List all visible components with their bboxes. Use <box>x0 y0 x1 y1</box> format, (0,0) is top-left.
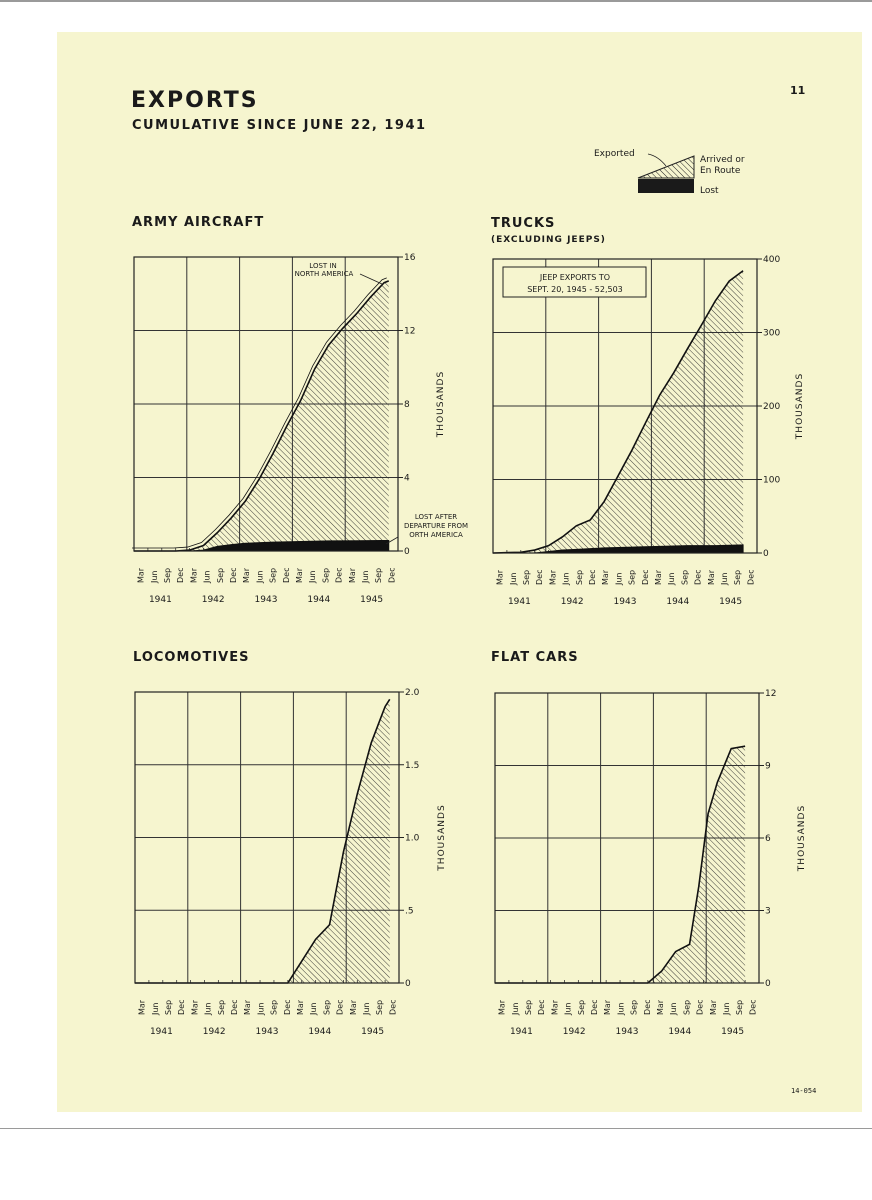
locomotives-month-label: Mar <box>137 999 147 1015</box>
trucks-ytick-label: 100 <box>763 475 781 486</box>
trucks-month-label: Sep <box>680 569 690 585</box>
trucks-month-label: Sep <box>627 569 637 585</box>
jeep-exports-line1: JEEP EXPORTS TO <box>539 273 611 282</box>
locomotives-month-label: Jun <box>309 1002 319 1015</box>
trucks-month-label: Jun <box>508 572 518 585</box>
trucks-month-label: Jun <box>614 572 624 585</box>
flat-cars-month-label: Mar <box>497 999 507 1015</box>
flat-cars-ytick-label: 0 <box>765 979 771 989</box>
locomotives-month-label: Sep <box>216 999 226 1015</box>
flat-cars-month-label: Dec <box>642 999 652 1015</box>
trucks-month-label: Sep <box>574 569 584 585</box>
annotation-lost-in-na-line2: NORTH AMERICA <box>294 270 354 278</box>
locomotives-month-label: Dec <box>388 999 398 1015</box>
annotation-lost-after-line2: DEPARTURE FROM <box>403 522 469 530</box>
flat-cars-year-label: 1942 <box>562 1027 586 1037</box>
trucks-month-label: Jun <box>561 572 571 585</box>
flat-cars-month-label: Sep <box>735 999 745 1015</box>
army-aircraft-ytick-label: 16 <box>404 253 416 263</box>
army-aircraft-month-label: Dec <box>334 567 344 583</box>
army-aircraft-year-label: 1941 <box>148 595 172 605</box>
army-aircraft-month-label: Jun <box>255 570 265 583</box>
trucks-year-label: 1942 <box>560 597 584 607</box>
army-aircraft-month-label: Jun <box>308 570 318 583</box>
army-aircraft-month-label: Mar <box>242 567 252 583</box>
jeep-exports-line2: SEPT. 20, 1945 - 52,503 <box>527 285 623 294</box>
locomotives-month-label: Sep <box>375 999 385 1015</box>
flat-cars-year-label: 1943 <box>615 1027 639 1037</box>
trucks-year-label: 1944 <box>666 597 690 607</box>
flat-cars-month-label: Mar <box>656 999 665 1015</box>
trucks-month-label: Sep <box>522 569 531 585</box>
army-aircraft-month-label: Mar <box>295 567 304 583</box>
annotation-lost-in-na-line1: LOST IN <box>309 262 337 270</box>
flat-cars-month-label: Mar <box>550 999 560 1015</box>
army-aircraft-exported-area <box>134 281 389 551</box>
locomotives-year-label: 1942 <box>202 1027 226 1037</box>
page-title: EXPORTS <box>131 88 259 113</box>
army-aircraft-ytick-label: 8 <box>404 400 410 410</box>
trucks-month-label: Mar <box>706 569 716 585</box>
army-aircraft-year-label: 1944 <box>307 595 331 605</box>
locomotives-month-label: Dec <box>282 999 292 1015</box>
army-aircraft-month-label: Sep <box>163 567 172 583</box>
army-aircraft-month-label: Sep <box>215 567 225 583</box>
flat-cars-month-label: Sep <box>524 999 533 1015</box>
army-aircraft-month-label: Mar <box>347 567 357 583</box>
army-aircraft-month-label: Jun <box>202 570 212 583</box>
page-subtitle: CUMULATIVE SINCE JUNE 22, 1941 <box>132 118 427 133</box>
locomotives-month-label: Sep <box>269 999 279 1015</box>
locomotives-ytick-label: .5 <box>405 906 414 917</box>
annotation-lost-after-line3: ORTH AMERICA <box>409 531 463 539</box>
flat-cars-year-label: 1944 <box>668 1027 692 1037</box>
flat-cars-month-label: Dec <box>748 999 758 1015</box>
trucks-month-label: Mar <box>654 569 663 585</box>
flat-cars-month-label: Mar <box>603 999 613 1015</box>
trucks-year-label: 1945 <box>719 597 743 607</box>
chart-subtitle-trucks: (EXCLUDING JEEPS) <box>491 235 606 245</box>
locomotives-month-label: Mar <box>243 999 253 1015</box>
flat-cars-month-label: Jun <box>722 1002 731 1015</box>
chart-title-flat-cars: FLAT CARS <box>491 650 579 665</box>
locomotives-month-label: Jun <box>203 1002 213 1015</box>
locomotives-month-label: Sep <box>322 999 332 1015</box>
legend-en-route-label: En Route <box>700 166 741 176</box>
locomotives-month-label: Jun <box>256 1002 266 1015</box>
army-aircraft-month-label: Jun <box>361 570 370 583</box>
flat-cars-y-axis-label: THOUSANDS <box>797 804 807 872</box>
flat-cars-ytick-label: 6 <box>765 834 771 844</box>
locomotives-month-label: Dec <box>177 999 187 1015</box>
army-aircraft-month-label: Dec <box>387 567 397 583</box>
army-aircraft-month-label: Dec <box>229 567 238 583</box>
legend-lost-label: Lost <box>700 186 719 196</box>
trucks-ytick-label: 400 <box>763 255 781 265</box>
page-number: 11 <box>790 84 806 97</box>
locomotives-month-label: Mar <box>190 999 200 1015</box>
army-aircraft-y-axis-label: THOUSANDS <box>436 370 446 438</box>
locomotives-year-label: 1943 <box>255 1027 279 1037</box>
flat-cars-month-label: Sep <box>629 999 639 1015</box>
trucks-month-label: Dec <box>693 569 703 585</box>
locomotives-ytick-label: 0 <box>405 979 411 989</box>
trucks-month-label: Jun <box>720 572 729 585</box>
flat-cars-month-label: Jun <box>616 1002 626 1015</box>
trucks-exported-area <box>493 271 743 553</box>
locomotives-year-label: 1941 <box>149 1027 173 1037</box>
flat-cars-year-label: 1941 <box>509 1027 533 1037</box>
flat-cars-month-label: Jun <box>669 1002 679 1015</box>
annotation-lost-in-na-leader <box>360 274 382 284</box>
locomotives-month-label: Jun <box>150 1002 160 1015</box>
flat-cars-month-label: Mar <box>708 999 718 1015</box>
locomotives-month-label: Jun <box>362 1002 371 1015</box>
locomotives-month-label: Mar <box>296 999 305 1015</box>
trucks-month-label: Dec <box>640 569 650 585</box>
trucks-month-label: Dec <box>746 569 756 585</box>
army-aircraft-ytick-label: 4 <box>404 473 410 484</box>
flat-cars-exported-area <box>495 746 745 983</box>
legend-exported-label: Exported <box>594 149 635 159</box>
document-code: 14-054 <box>791 1087 817 1095</box>
flat-cars-month-label: Sep <box>682 999 692 1015</box>
army-aircraft-month-label: Mar <box>189 567 199 583</box>
trucks-year-label: 1943 <box>613 597 637 607</box>
flat-cars-month-label: Dec <box>590 999 599 1015</box>
locomotives-ytick-label: 1.5 <box>405 760 420 771</box>
army-aircraft-year-label: 1943 <box>254 595 278 605</box>
locomotives-month-label: Mar <box>348 999 358 1015</box>
locomotives-exported-area <box>135 699 390 983</box>
locomotives-y-axis-label: THOUSANDS <box>437 804 447 871</box>
trucks-month-label: Sep <box>733 569 743 585</box>
locomotives-month-label: Dec <box>230 999 239 1015</box>
flat-cars-month-label: Dec <box>537 999 547 1015</box>
army-aircraft-month-label: Sep <box>321 567 331 583</box>
trucks-month-label: Jun <box>667 572 677 585</box>
army-aircraft-month-label: Mar <box>136 567 146 583</box>
trucks-ytick-label: 200 <box>763 402 781 412</box>
trucks-month-label: Mar <box>548 569 558 585</box>
locomotives-month-label: Sep <box>164 999 173 1015</box>
flat-cars-month-label: Sep <box>576 999 586 1015</box>
flat-cars-month-label: Dec <box>695 999 705 1015</box>
locomotives-year-label: 1944 <box>308 1027 332 1037</box>
flat-cars-month-label: Jun <box>510 1002 520 1015</box>
flat-cars-ytick-label: 9 <box>765 761 771 772</box>
trucks-month-label: Mar <box>601 569 611 585</box>
locomotives-ytick-label: 1.0 <box>405 833 420 844</box>
army-aircraft-ytick-label: 12 <box>404 326 416 337</box>
trucks-ytick-label: 300 <box>763 328 781 339</box>
legend-arrived-label: Arrived or <box>700 155 745 165</box>
annotation-lost-after-line1: LOST AFTER <box>414 513 458 521</box>
trucks-y-axis-label: THOUSANDS <box>795 372 805 440</box>
locomotives-ytick-label: 2.0 <box>405 688 420 698</box>
army-aircraft-ytick-label: 0 <box>404 547 410 557</box>
trucks-month-label: Mar <box>495 569 505 585</box>
trucks-month-label: Dec <box>535 569 545 585</box>
trucks-month-label: Dec <box>588 569 597 585</box>
army-aircraft-year-label: 1942 <box>201 595 225 605</box>
army-aircraft-month-label: Sep <box>374 567 384 583</box>
army-aircraft-year-label: 1945 <box>360 595 384 605</box>
army-aircraft-month-label: Dec <box>281 567 291 583</box>
army-aircraft-month-label: Sep <box>268 567 278 583</box>
locomotives-year-label: 1945 <box>361 1027 385 1037</box>
flat-cars-year-label: 1945 <box>721 1027 745 1037</box>
chart-title-army-aircraft: ARMY AIRCRAFT <box>132 215 265 230</box>
chart-title-trucks: TRUCKS <box>491 216 556 231</box>
army-aircraft-month-label: Jun <box>149 570 159 583</box>
flat-cars-ytick-label: 3 <box>765 906 771 917</box>
chart-title-locomotives: LOCOMOTIVES <box>133 650 250 665</box>
locomotives-month-label: Dec <box>335 999 345 1015</box>
flat-cars-ytick-label: 12 <box>765 689 777 699</box>
trucks-year-label: 1941 <box>507 597 531 607</box>
army-aircraft-month-label: Dec <box>176 567 186 583</box>
flat-cars-month-label: Jun <box>563 1002 573 1015</box>
trucks-ytick-label: 0 <box>763 549 769 559</box>
